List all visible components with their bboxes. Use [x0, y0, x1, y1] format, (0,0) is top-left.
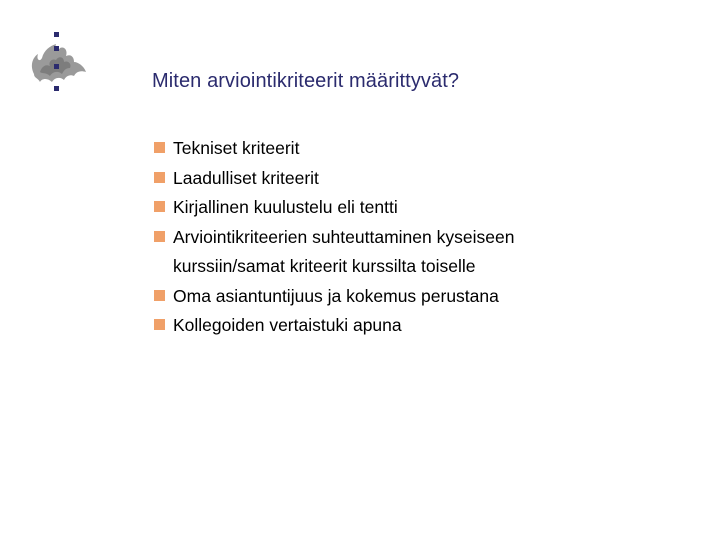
slide-title: Miten arviointikriteerit määrittyvät? — [152, 70, 460, 92]
bullet-text: Laadulliset kriteerit — [173, 167, 319, 188]
bullet-list — [154, 134, 514, 341]
square-bullet-icon — [154, 290, 165, 301]
bullet-item — [154, 193, 514, 223]
bullet-item — [154, 164, 514, 194]
square-bullet-icon — [154, 201, 165, 212]
square-bullet-icon — [154, 319, 165, 330]
bullet-item — [154, 311, 514, 341]
bullet-item — [154, 134, 514, 164]
university-logo-icon — [24, 28, 90, 98]
bullet-text: Kirjallinen kuulustelu eli tentti — [173, 197, 398, 217]
bullet-text: Tekniset kriteerit — [173, 138, 300, 158]
bullet-text: Oma asiantuntijuus ja kokemus perustana — [173, 285, 499, 306]
bullet-text: Arviointikriteerien suhteuttaminen kyseiseen kurssiin/samat kriteerit kurssilta toiselle — [173, 226, 515, 276]
bullet-text: Kollegoiden vertaistuki apuna — [173, 315, 402, 335]
square-bullet-icon — [154, 231, 165, 242]
square-bullet-icon — [154, 172, 165, 183]
square-bullet-icon — [154, 142, 165, 153]
bullet-item — [154, 282, 514, 312]
bullet-item — [154, 223, 514, 282]
